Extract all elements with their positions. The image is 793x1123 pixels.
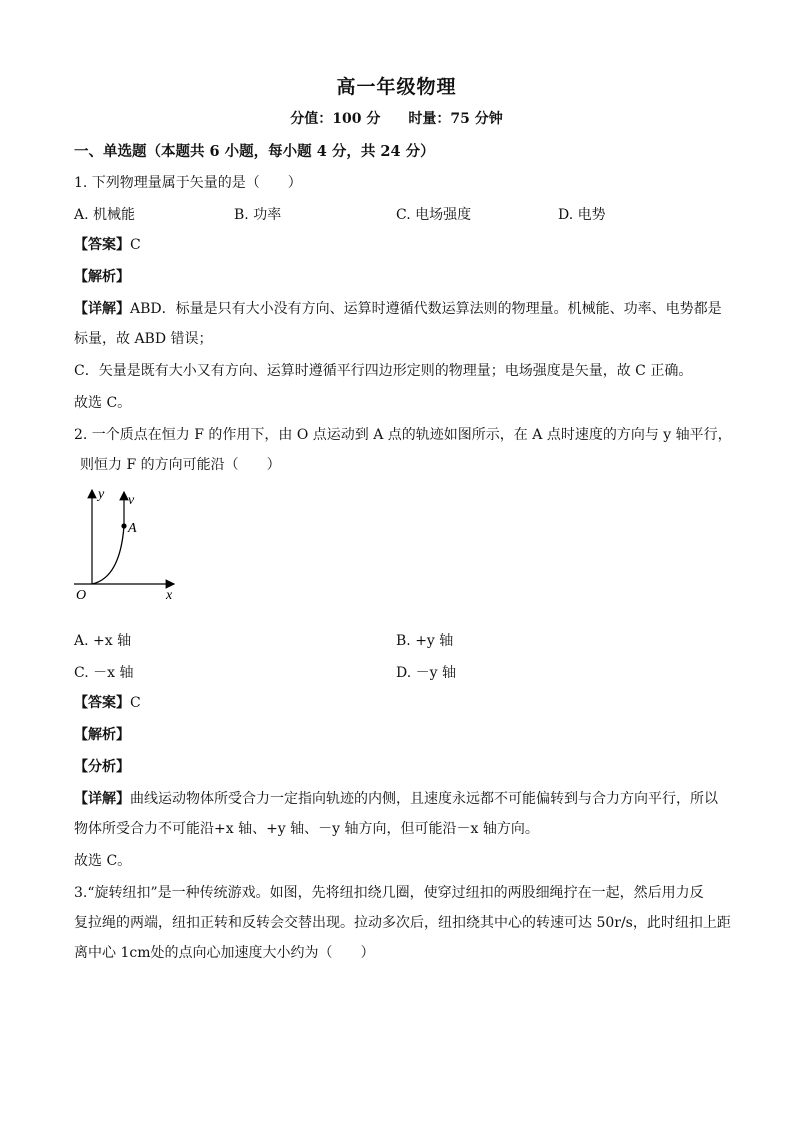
q2-analysis-label: 【解析】: [74, 727, 130, 743]
q1-detail-line2: 标量，故 ABD 错误；: [74, 331, 213, 347]
q3-stem-line1: 3.“旋转纽扣”是一种传统游戏。如图，先将纽扣绕几圈，使穿过纽扣的两股细绳拧在一起，然后用力反: [74, 885, 704, 901]
q2-stem-line2: 则恒力 F 的方向可能沿（ ）: [80, 457, 281, 473]
q2-option-b: B. +y 轴: [396, 633, 454, 649]
score-text: 分值：100 分: [290, 111, 381, 127]
q2-detail-line2: 物体所受合力不可能沿+x 轴、+y 轴、－y 轴方向，但可能沿－x 轴方向。: [74, 821, 539, 837]
q1-answer: [74, 234, 141, 254]
y-axis-label: y: [98, 487, 105, 502]
q3-stem-line3: 离中心 1cm处的点向心加速度大小约为（ ）: [74, 945, 375, 961]
q1-option-d: D. 电势: [558, 207, 606, 223]
q2-conclusion: 故选 C。: [74, 853, 132, 869]
detail-label: 【详解】: [74, 791, 130, 807]
q2-detail-line1: [74, 788, 718, 808]
q2-option-a: A. +x 轴: [74, 633, 132, 649]
origin-label: O: [76, 588, 87, 603]
q2-answer: [74, 692, 141, 712]
section-heading: 一、单选题（本题共 6 小题，每小题 4 分，共 24 分）: [74, 143, 435, 160]
answer-label: 【答案】: [74, 237, 130, 253]
time-text: 时量：75 分钟: [408, 111, 503, 127]
answer-value: C: [130, 695, 141, 711]
trajectory-diagram: [70, 482, 190, 607]
q1-detail-line3: C．矢量是既有大小又有方向、运算时遵循平行四边形定则的物理量；电场强度是矢量，故 C 正确。: [74, 363, 693, 379]
q1-analysis-label: 【解析】: [74, 269, 130, 285]
exam-info: [0, 108, 793, 128]
trajectory-curve: [92, 526, 124, 584]
page-title: 高一年级物理: [336, 76, 457, 98]
point-a-dot: [121, 523, 126, 528]
detail-label: 【详解】: [74, 301, 130, 317]
q2-stem-line1: 2. 一个质点在恒力 F 的作用下，由 O 点运动到 A 点的轨迹如图所示，在 A 点时速度的方向与 y 轴平行，: [74, 427, 732, 443]
detail-text: ABD．标量是只有大小没有方向、运算时遵循代数运算法则的物理量。机械能、功率、电势都是: [130, 301, 722, 317]
velocity-label: v: [128, 493, 135, 508]
answer-label: 【答案】: [74, 695, 130, 711]
q3-stem-line2: 复拉绳的两端，纽扣正转和反转会交替出现。拉动多次后，纽扣绕其中心的转速可达 50r/s，此时纽扣上距: [74, 915, 731, 931]
detail-text: 曲线运动物体所受合力一定指向轨迹的内侧，且速度永远都不可能偏转到与合力方向平行，所以: [130, 791, 718, 807]
point-a-label: A: [128, 521, 137, 536]
answer-value: C: [130, 237, 141, 253]
q2-fenxi-label: 【分析】: [74, 759, 130, 775]
q1-option-b: B. 功率: [234, 207, 282, 223]
q2-option-c: C. －x 轴: [74, 665, 134, 681]
q2-option-d: D. －y 轴: [396, 665, 456, 681]
q1-detail-line1: [74, 298, 722, 318]
q1-option-a: A. 机械能: [74, 207, 136, 223]
q1-conclusion: 故选 C。: [74, 395, 132, 411]
x-axis-label: x: [166, 588, 173, 603]
q1-stem: 1. 下列物理量属于矢量的是（ ）: [74, 175, 302, 191]
q1-option-c: C. 电场强度: [396, 207, 472, 223]
